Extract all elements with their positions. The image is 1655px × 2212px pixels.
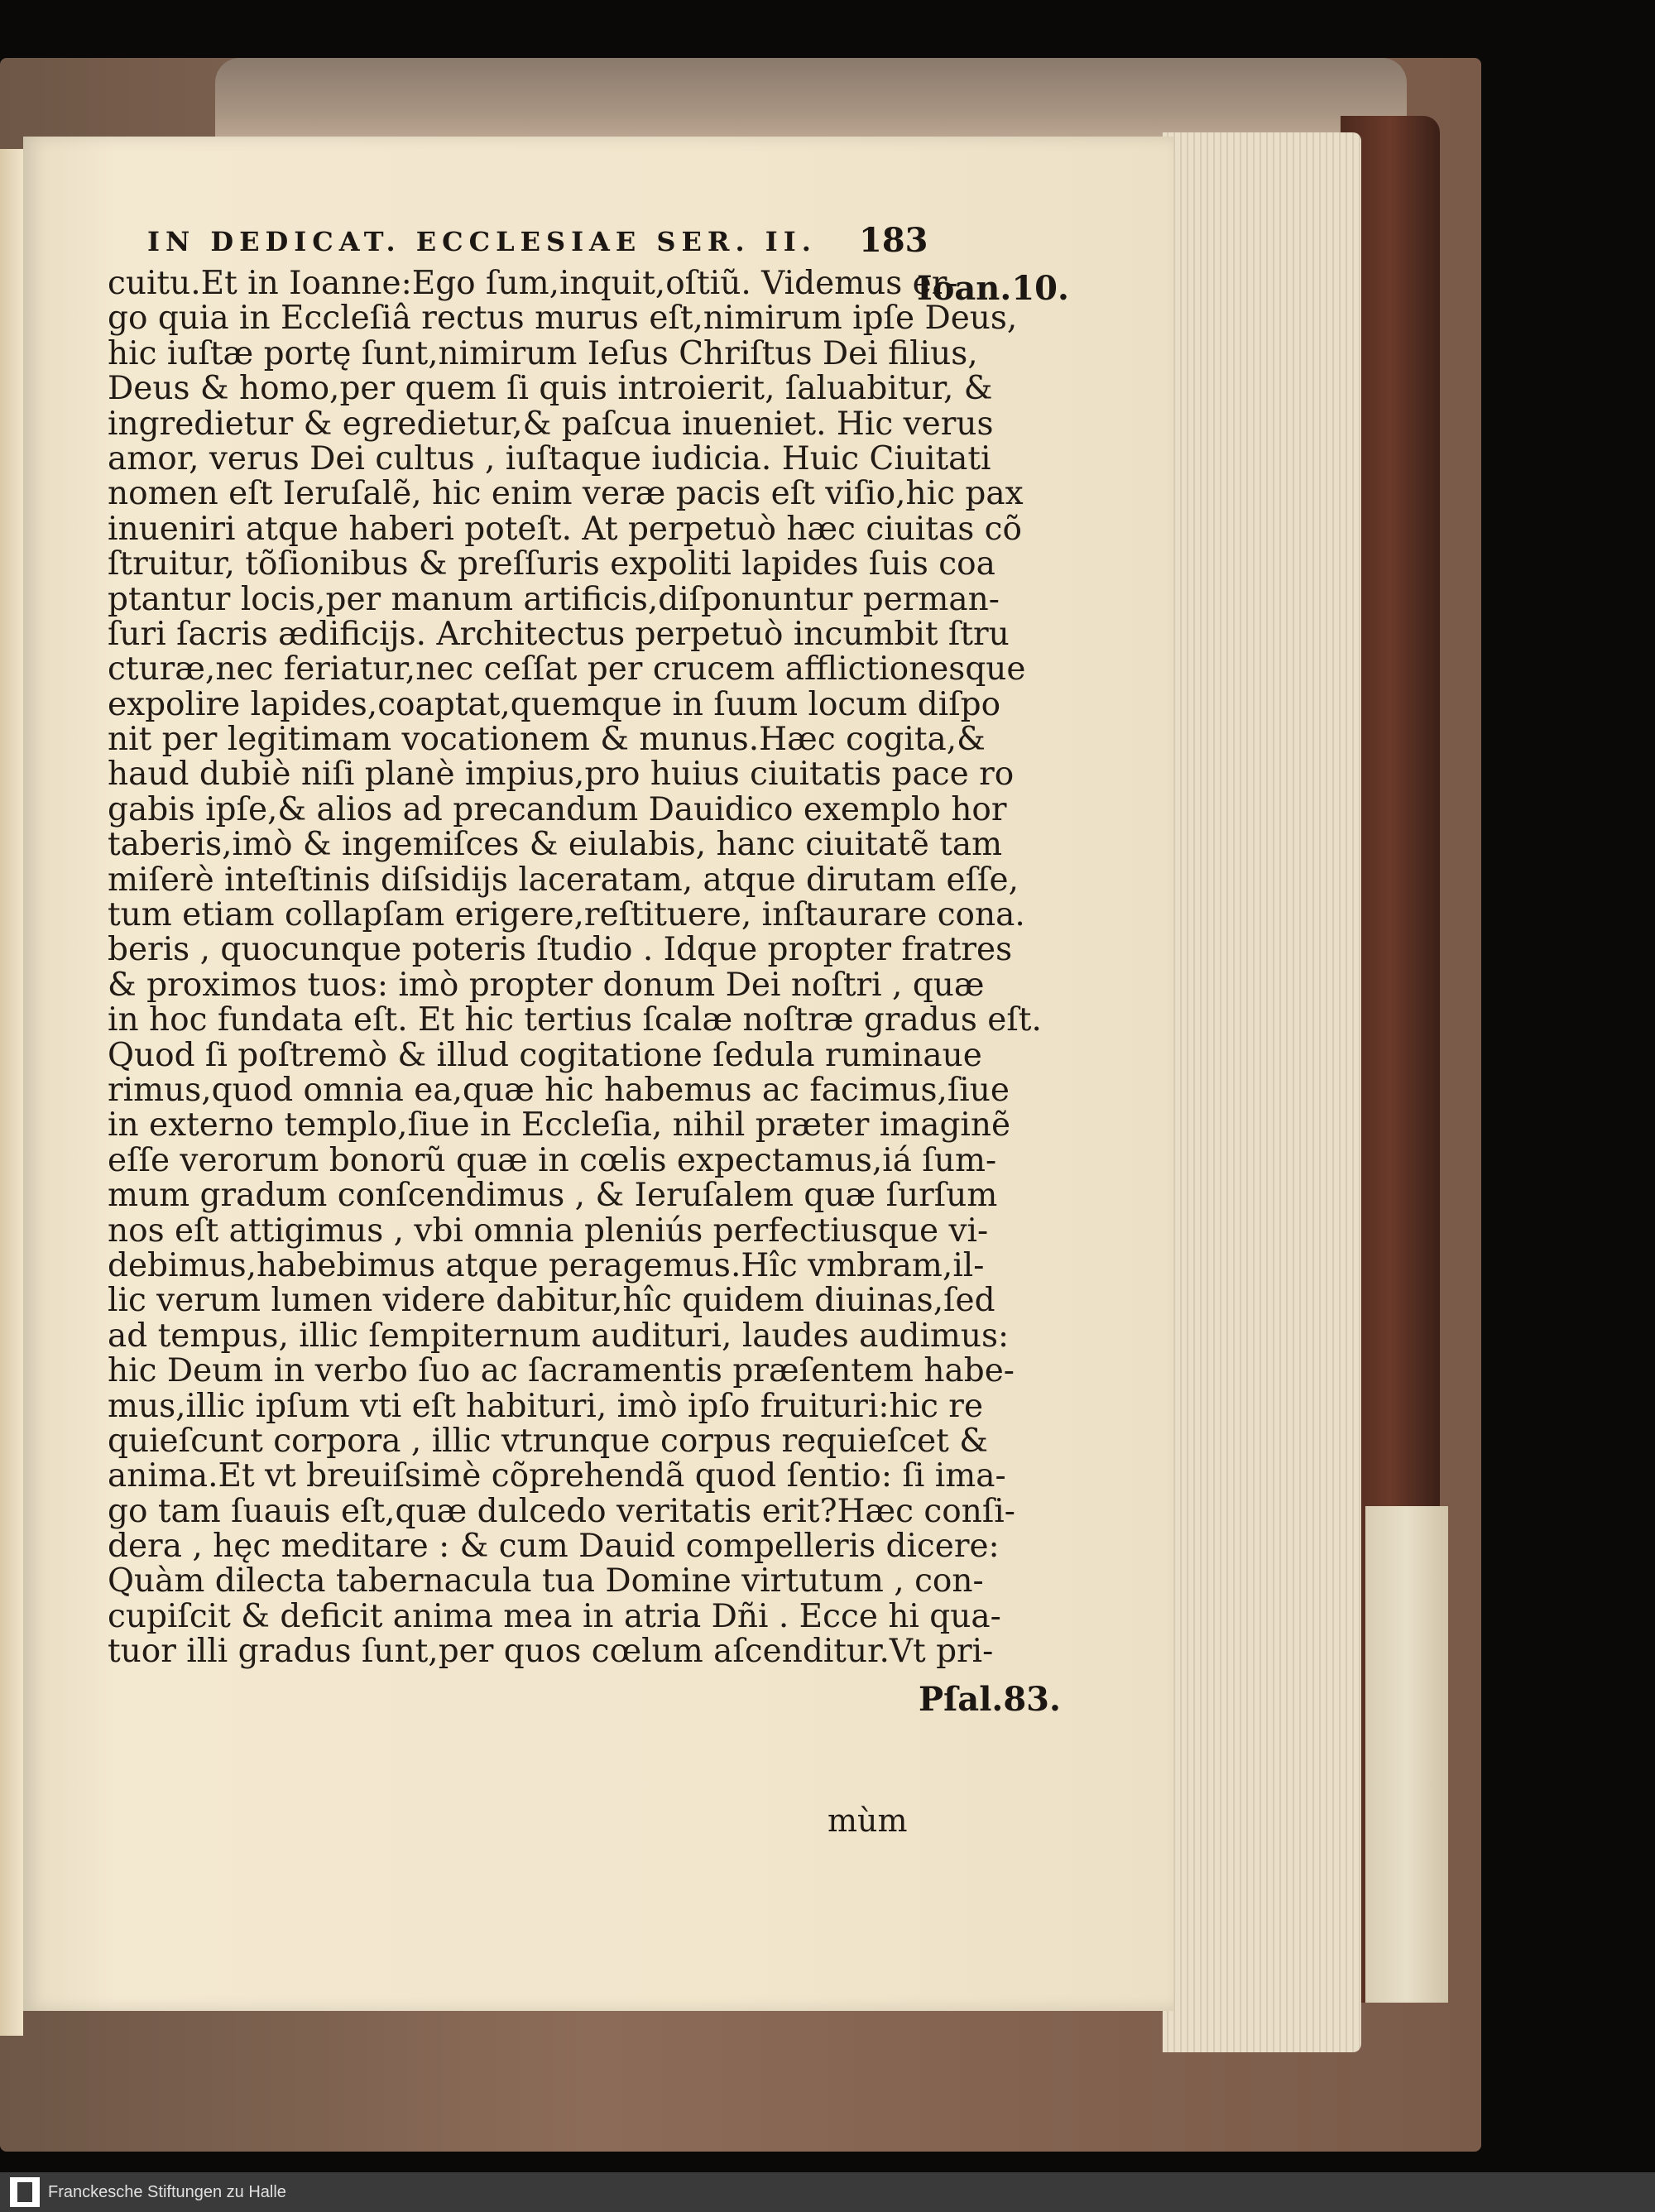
text-line: taberis,imò & ingemiſces & eiulabis, hanc ciuitatẽ tam [108,826,1003,864]
left-page-sliver [0,149,23,2036]
text-line: ad tempus, illic ſempiternum audituri, laudes audimus: [108,1317,1010,1355]
text-line: & proximos tuos: imò propter donum Dei noſtri , quæ [108,966,985,1004]
text-line: ptantur locis,per manum artificis,diſponuntur perman- [108,580,1000,618]
text-line: mum gradum conſcendimus , & Ieruſalem quæ ſurſum [108,1177,998,1215]
footer-bar [0,2172,1655,2212]
text-line: rimus,quod omnia ea,quæ hic habemus ac facimus,ſiue [108,1071,1010,1109]
text-line: haud dubiè niſi planè impius,pro huius ciuitatis pace ro [108,756,1015,794]
text-line: in externo templo,ſiue in Eccleſia, nihil præter imaginẽ [108,1106,1011,1144]
text-line: beris , quocunque poteris ſtudio . Idque propter fratres [108,931,1013,969]
text-line: tuor illi gradus ſunt,per quos cœlum aſcenditur.Vt pri- [108,1633,994,1671]
text-line: cturæ,nec feriatur,nec ceſſat per crucem afflictionesque [108,650,1026,689]
text-line: nomen eſt Ieruſalẽ, hic enim veræ pacis eſt viſio,hic pax [108,475,1024,513]
text-line: hic Deum in verbo ſuo ac ſacramentis præſentem habe- [108,1352,1015,1390]
text-line: dera , hęc meditare : & cum Dauid compelleris dicere: [108,1528,1000,1566]
text-line: gabis ipſe,& alios ad precandum Dauidico exemplo hor [108,790,1007,828]
text-line: ſuri ſacris ædificijs. Architectus perpetuò incumbit ſtru [108,615,1010,653]
text-line: Quod ſi poſtremò & illud cogitatione ſedula ruminaue [108,1036,982,1074]
text-line: nit per legitimam vocationem & munus.Hæc cogita,& [108,721,986,759]
text-line: ſtruitur, tõſionibus & preſſuris expoliti lapides ſuis coa [108,545,995,583]
text-line: in hoc fundata eſt. Et hic tertius ſcalæ noſtræ gradus eſt. [108,1001,1042,1039]
text-line: inueniri atque haberi poteſt. At perpetuò hæc ciuitas cõ [108,510,1022,548]
catchword: mùm [828,1802,908,1839]
text-line: Deus & homo,per quem ſi quis introierit, ſaluabitur, & [108,370,993,408]
institution-logo-icon [10,2177,40,2207]
text-line: quieſcunt corpora , illic vtrunque corpus requieſcet & [108,1422,988,1460]
text-line: expolire lapides,coaptat,quemque in ſuum locum diſpo [108,685,1001,723]
text-line: tum etiam collapſam erigere,reſtituere, inſtaurare cona. [108,896,1025,934]
text-line: hic iuſtæ portę ſunt,nimirum Ieſus Chriſtus Dei filius, [108,334,978,372]
text-line: lic verum lumen videre dabitur,hîc quidem diuinas,ſed [108,1282,995,1320]
running-header: IN DEDICAT. ECCLESIAE SER. II. [147,226,817,257]
text-line: cuitu.Et in Ioanne:Ego ſum,inquit,oſtiũ. Videmus er- [108,265,958,302]
page-edges [1163,132,1361,2052]
page-number: 183 [859,221,928,260]
text-line: nos eſt attigimus , vbi omnia pleniús perfectiusque vi- [108,1212,989,1250]
text-line: mus,illic ipſum vti eſt habituri, imò ipſo fruituri:hic re [108,1387,984,1425]
text-line: go quia in Eccleſiâ rectus murus eſt,nimirum ipſe Deus, [108,300,1018,338]
text-line: Quàm dilecta tabernacula tua Domine virtutum , con- [108,1562,984,1600]
text-line: debimus,habebimus atque peragemus.Hîc vmbram,il- [108,1246,985,1284]
text-line: miſerè inteſtinis diſsidijs laceratam, atque dirutam eſſe, [108,861,1019,899]
institution-name: Franckesche Stiftungen zu Halle [48,2182,286,2201]
text-line: cupiſcit & deficit anima mea in atria Dñi . Ecce hi qua- [108,1597,1001,1635]
text-line: amor, verus Dei cultus , iuſtaque iudicia. Huic Ciuitati [108,439,991,477]
text-line: go tam ſuauis eſt,quæ dulcedo veritatis erit?Hæc conſi- [108,1492,1015,1530]
margin-note-ioan: Ioan.10. [917,269,1069,308]
text-line: anima.Et vt breuiſsimè cõprehendã quod ſentio: ſi ima- [108,1457,1006,1495]
spine-paper-patch [1365,1506,1448,2003]
text-line: ingredietur & egredietur,& paſcua inueniet. Hic verus [108,405,994,443]
margin-note-psal: Pſal.83. [919,1680,1061,1719]
text-line: eſſe verorum bonorũ quæ in cœlis expectamus,iá ſum- [108,1141,997,1179]
